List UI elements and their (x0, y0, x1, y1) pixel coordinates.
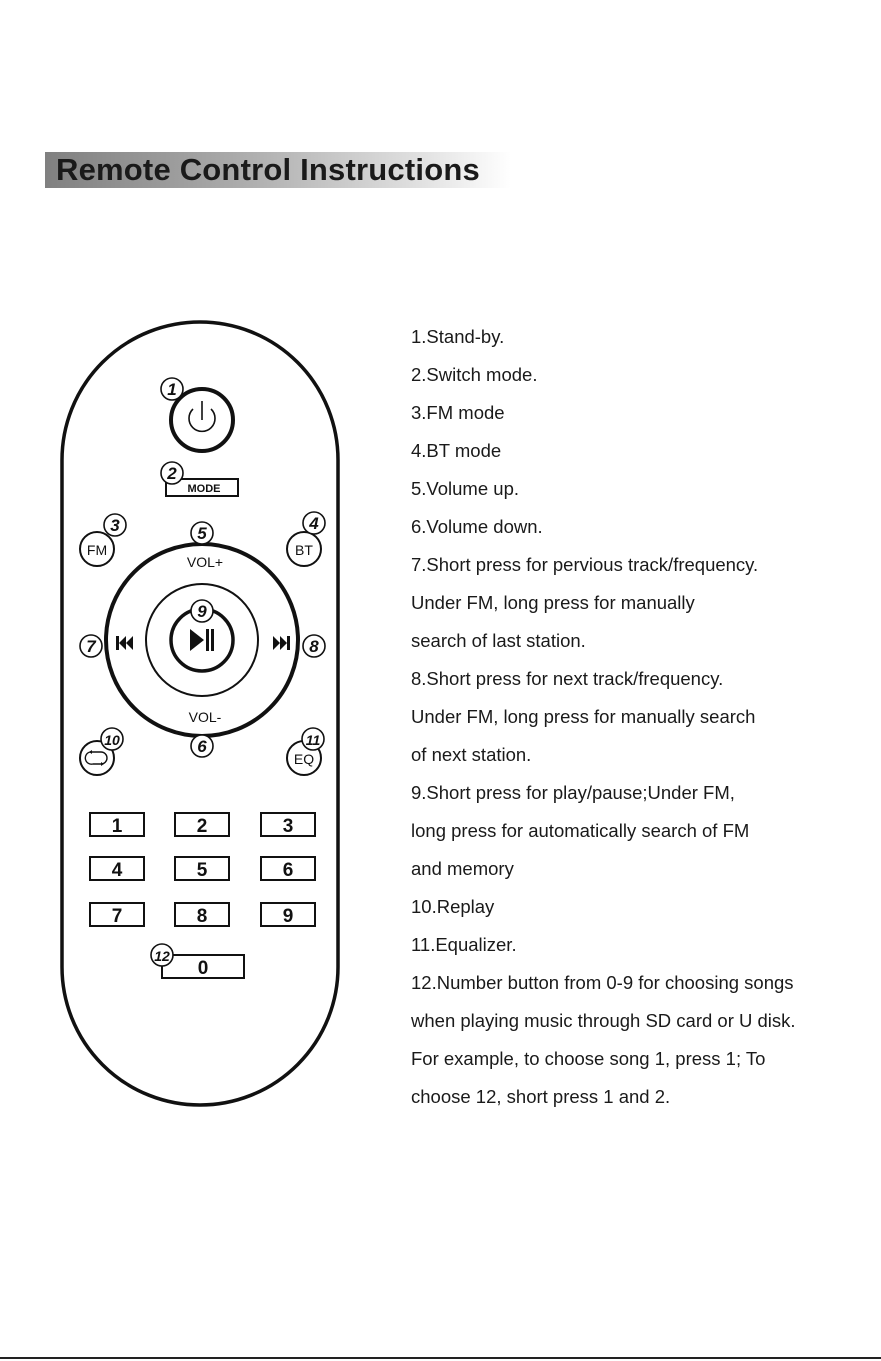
instruction-line: 1.Stand-by. (411, 326, 505, 347)
bottom-rule (0, 1357, 881, 1359)
instruction-line: 11.Equalizer. (411, 934, 517, 955)
number-key-7[interactable] (90, 903, 144, 927)
callout-number: 8 (309, 637, 319, 656)
callout-number: 10 (104, 732, 120, 748)
instruction-line: 9.Short press for play/pause;Under FM, (411, 782, 735, 803)
number-key-0[interactable] (162, 955, 244, 979)
number-key-9[interactable] (261, 903, 315, 927)
callout-number: 1 (167, 380, 177, 399)
number-key-5[interactable] (175, 857, 229, 881)
fm-label: FM (86, 542, 108, 558)
repeat-icon (85, 750, 107, 766)
instruction-line: when playing music through SD card or U disk. (411, 1010, 796, 1031)
previous-track-icon (116, 636, 133, 650)
fm-button[interactable] (80, 532, 114, 566)
next-track-icon (273, 636, 290, 650)
instruction-line: Under FM, long press for manually (411, 592, 695, 613)
instruction-line: 5.Volume up. (411, 478, 519, 499)
callout-7 (80, 635, 102, 657)
number-key-label: 3 (282, 816, 294, 837)
callout-number: 9 (197, 602, 207, 621)
previous-track-button[interactable] (116, 636, 133, 650)
callout-number: 12 (154, 948, 170, 964)
number-key-label: 9 (282, 906, 294, 927)
callout-number: 5 (197, 524, 207, 543)
number-key-3[interactable] (261, 813, 315, 837)
callout-9 (191, 600, 213, 622)
callout-6 (191, 735, 213, 757)
next-track-button[interactable] (273, 636, 290, 650)
instruction-line: 3.FM mode (411, 402, 505, 423)
number-keys (90, 813, 315, 979)
number-key-label: 5 (196, 860, 208, 881)
instruction-line: 8.Short press for next track/frequency. (411, 668, 724, 689)
number-key-2[interactable] (175, 813, 229, 837)
power-icon (189, 401, 215, 431)
callout-10 (101, 728, 123, 750)
instruction-line: of next station. (411, 744, 532, 765)
instruction-line: 10.Replay (411, 896, 495, 917)
number-key-label: 8 (196, 906, 208, 927)
callout-8 (303, 635, 325, 657)
instruction-line: long press for automatically search of FM (411, 820, 750, 841)
instruction-line: search of last station. (411, 630, 586, 651)
bt-button[interactable] (287, 532, 321, 566)
number-key-1[interactable] (90, 813, 144, 837)
number-key-label: 2 (196, 816, 208, 837)
callout-5 (191, 522, 213, 544)
callout-number: 6 (197, 737, 207, 756)
number-key-label: 0 (197, 958, 209, 979)
number-key-6[interactable] (261, 857, 315, 881)
number-key-label: 6 (282, 860, 294, 881)
instruction-line: 2.Switch mode. (411, 364, 538, 385)
number-key-8[interactable] (175, 903, 229, 927)
bt-label: BT (295, 542, 313, 558)
vol-plus-label[interactable]: VOL+ (186, 554, 224, 570)
callout-number: 11 (305, 732, 321, 748)
number-key-label: 7 (111, 906, 123, 927)
mode-label: MODE (187, 483, 221, 495)
callout-11 (302, 728, 324, 750)
instruction-line: Under FM, long press for manually search (411, 706, 756, 727)
play-pause-icon (190, 629, 214, 651)
instruction-line: For example, to choose song 1, press 1; To (411, 1048, 766, 1069)
callout-3 (104, 514, 126, 536)
number-key-label: 1 (111, 816, 123, 837)
callout-2 (161, 462, 183, 484)
callout-number: 4 (309, 514, 319, 533)
callout-number: 7 (86, 637, 96, 656)
callout-1 (161, 378, 183, 400)
callout-number: 2 (167, 464, 177, 483)
instruction-line: 4.BT mode (411, 440, 502, 461)
number-key-label: 4 (111, 860, 123, 881)
instruction-line: and memory (411, 858, 514, 879)
page-title: Remote Control Instructions (56, 152, 480, 187)
instruction-line: 7.Short press for pervious track/frequency. (411, 554, 759, 575)
eq-label: EQ (293, 751, 315, 767)
instruction-line: 6.Volume down. (411, 516, 543, 537)
callout-number: 3 (110, 516, 120, 535)
power-button[interactable] (171, 389, 233, 451)
instruction-line: 12.Number button from 0-9 for choosing songs (411, 972, 794, 993)
vol-minus-label[interactable]: VOL- (188, 709, 222, 725)
instructions-list (411, 318, 876, 1116)
callout-4 (303, 512, 325, 534)
instruction-line: choose 12, short press 1 and 2. (411, 1086, 671, 1107)
callout-12 (151, 944, 173, 966)
number-key-4[interactable] (90, 857, 144, 881)
